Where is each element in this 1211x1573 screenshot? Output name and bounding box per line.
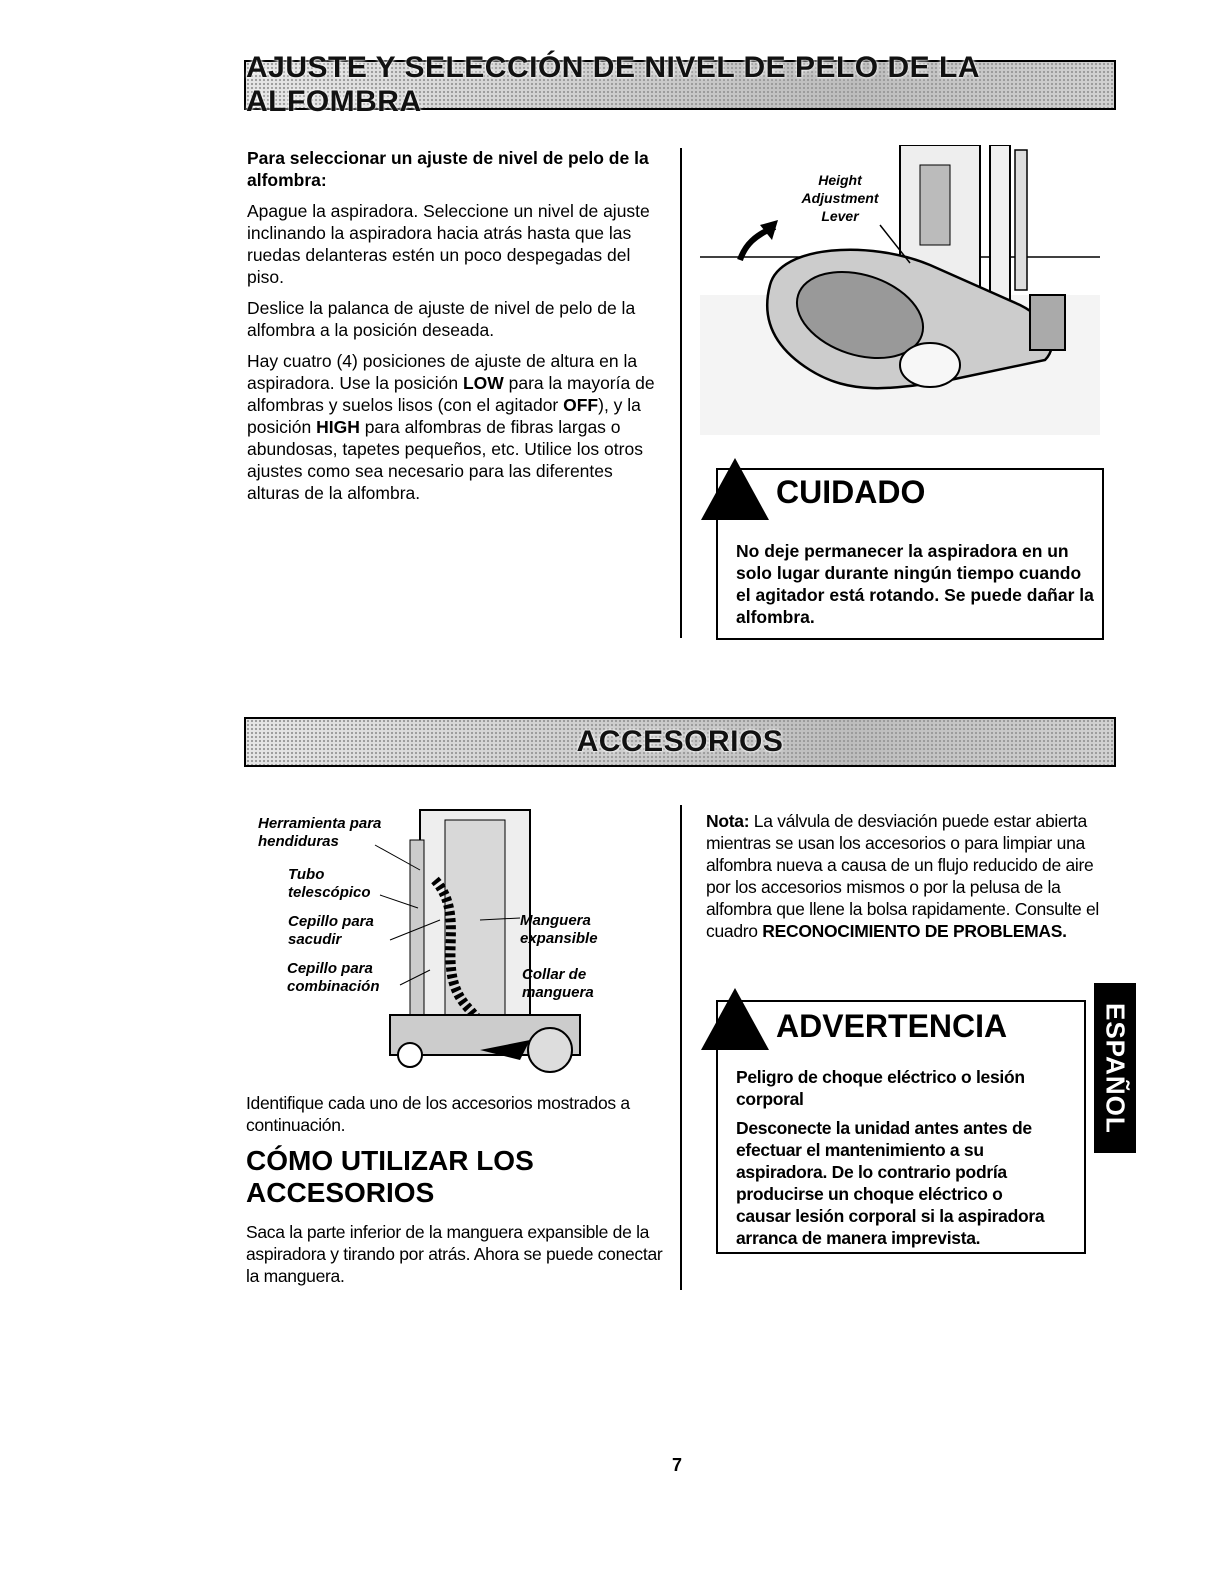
warning-title: ADVERTENCIA <box>776 1008 1008 1044</box>
language-tab <box>1094 983 1136 1153</box>
label-dusting-brush: Cepillo para sacudir <box>288 913 374 948</box>
vacuum-height-illustration <box>700 145 1100 435</box>
paragraph: Apague la aspiradora. Seleccione un nivel de ajuste inclinando la aspiradora hacia atrás hasta que las ruedas delanteras estén un poco despegadas del piso. <box>247 201 650 287</box>
warning-triangle-icon <box>701 988 769 1050</box>
section-title: ACCESORIOS <box>576 725 784 758</box>
column-divider <box>680 148 682 638</box>
how-to-body: Saca la parte inferior de la manguera expansible de la aspiradora y tirando por atrás. Ahora se puede conectar la manguera. <box>246 1222 663 1286</box>
page-number: 7 <box>672 1455 683 1475</box>
how-to-heading: CÓMO UTILIZAR LOS ACCESORIOS <box>246 1145 534 1208</box>
column-divider <box>680 805 682 1290</box>
label-combination-brush: Cepillo para combinación <box>287 960 380 995</box>
height-instructions <box>247 147 662 513</box>
label-hose: Manguera expansible <box>520 912 598 947</box>
caution-body: No deje permanecer la aspiradora en un solo lugar durante ningún tiempo cuando el agitador está rotando. Se puede dañar la alfombra. <box>736 541 1094 627</box>
identify-text: Identifique cada uno de los accesorios mostrados a continuación. <box>246 1093 630 1135</box>
section-banner-accessories <box>244 717 1116 767</box>
label-telescopic-tube: Tubo telescópico <box>288 866 371 901</box>
intro-heading: Para seleccionar un ajuste de nivel de pelo de la alfombra: <box>247 148 649 190</box>
warning-triangle-icon <box>701 458 769 520</box>
figure-label: Height Adjustment Lever <box>801 172 879 224</box>
note-label: Nota: <box>706 811 750 831</box>
section-title: AJUSTE Y SELECCIÓN DE NIVEL DE PELO DE LA ALFOMBRA <box>246 51 979 118</box>
label-hose-collar: Collar de manguera <box>522 966 594 1001</box>
section-banner-height <box>244 51 1116 118</box>
caution-title: CUIDADO <box>776 474 926 510</box>
language-tab-label: ESPAÑOL <box>1100 1002 1131 1134</box>
note-reference: RECONOCIMIENTO DE PROBLEMAS. <box>762 921 1067 941</box>
label-crevice-tool: Herramienta para hendiduras <box>258 815 382 850</box>
warning-line1: Peligro de choque eléctrico o lesión corporal <box>736 1067 1025 1109</box>
paragraph: Hay cuatro (4) posiciones de ajuste de altura en la aspiradora. Use la posición LOW para la mayoría de alfombras y suelos lisos (con el agitador OFF), y la posición HIGH para alfombras de fibras largas o abundosas, tapetes pequeños, etc. Utilice los otros ajustes como sea necesario para las diferentes alturas de la alfombra. <box>247 351 655 503</box>
paragraph: Deslice la palanca de ajuste de nivel de pelo de la alfombra a la posición deseada. <box>247 298 636 340</box>
note-text: Nota: La válvula de desviación puede estar abierta mientras se usan los accesorios o para limpiar una alfombra nueva a causa de un flujo reducido de aire por los accesorios mismos o por la pelusa de la alfombra que llene la bolsa rapidamente. Consulte el cuadro RECONOCIMIENTO DE PROBLEMAS. <box>706 811 1099 941</box>
warning-line2: Desconecte la unidad antes antes de efectuar el mantenimiento a su aspiradora. De lo contrario podría producirse un choque eléctrico o causar lesión corporal si la aspiradora arranca de manera imprevista. <box>736 1118 1045 1248</box>
